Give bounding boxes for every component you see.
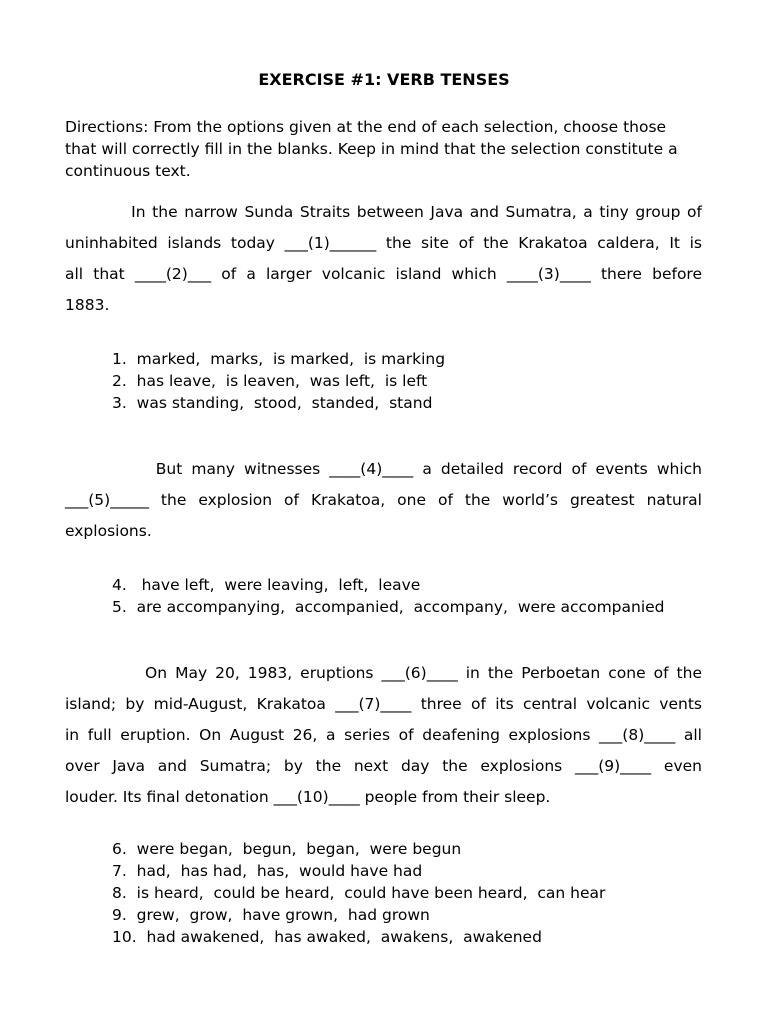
passage-line: uninhabited islands today ___(1)______ the site of the Krakatoa caldera, It is (65, 234, 702, 252)
passage-line: island; by mid-August, Krakatoa ___(7)____ three of its central volcanic vents (65, 695, 702, 713)
options-list-1 (112, 348, 445, 414)
passage-line: But many witnesses ____(4)____ a detailed record of events which (65, 460, 702, 478)
passage-2 (65, 454, 702, 547)
page-title: EXERCISE #1: VERB TENSES (258, 70, 510, 89)
options-list-3 (112, 838, 605, 948)
option-item: 2. has leave, is leaven, was left, is left (112, 372, 428, 390)
option-item: 10. had awakened, has awaked, awakens, awakened (112, 928, 542, 946)
passage-3 (65, 658, 702, 813)
passage-line: over Java and Sumatra; by the next day the explosions ___(9)____ even (65, 757, 702, 775)
passage-line: explosions. (65, 522, 152, 540)
passage-line: 1883. (65, 296, 110, 314)
directions (65, 116, 705, 182)
option-item: 5. are accompanying, accompanied, accompany, were accompanied (112, 598, 665, 616)
passage-1 (65, 197, 702, 321)
option-item: 9. grew, grow, have grown, had grown (112, 906, 430, 924)
passage-line: louder. Its final detonation ___(10)____ people from their sleep. (65, 788, 551, 806)
passage-line: ___(5)_____ the explosion of Krakatoa, one of the world’s greatest natural (65, 491, 702, 509)
passage-line: in full eruption. On August 26, a series of deafening explosions ___(8)____ all (65, 726, 702, 744)
directions-line: that will correctly fill in the blanks. Keep in mind that the selection constitute a (65, 140, 678, 158)
option-item: 6. were began, begun, began, were begun (112, 840, 462, 858)
option-item: 4. have left, were leaving, left, leave (112, 576, 421, 594)
directions-line: Directions: From the options given at the end of each selection, choose those (65, 118, 667, 136)
option-item: 1. marked, marks, is marked, is marking (112, 350, 446, 368)
option-item: 3. was standing, stood, standed, stand (112, 394, 433, 412)
option-item: 7. had, has had, has, would have had (112, 862, 423, 880)
options-list-2 (112, 574, 665, 618)
option-item: 8. is heard, could be heard, could have been heard, can hear (112, 884, 606, 902)
passage-line: On May 20, 1983, eruptions ___(6)____ in the Perboetan cone of the (65, 664, 702, 682)
passage-line: In the narrow Sunda Straits between Java and Sumatra, a tiny group of (65, 203, 702, 221)
passage-line: all that ____(2)___ of a larger volcanic island which ____(3)____ there before (65, 265, 702, 283)
directions-line: continuous text. (65, 162, 191, 180)
